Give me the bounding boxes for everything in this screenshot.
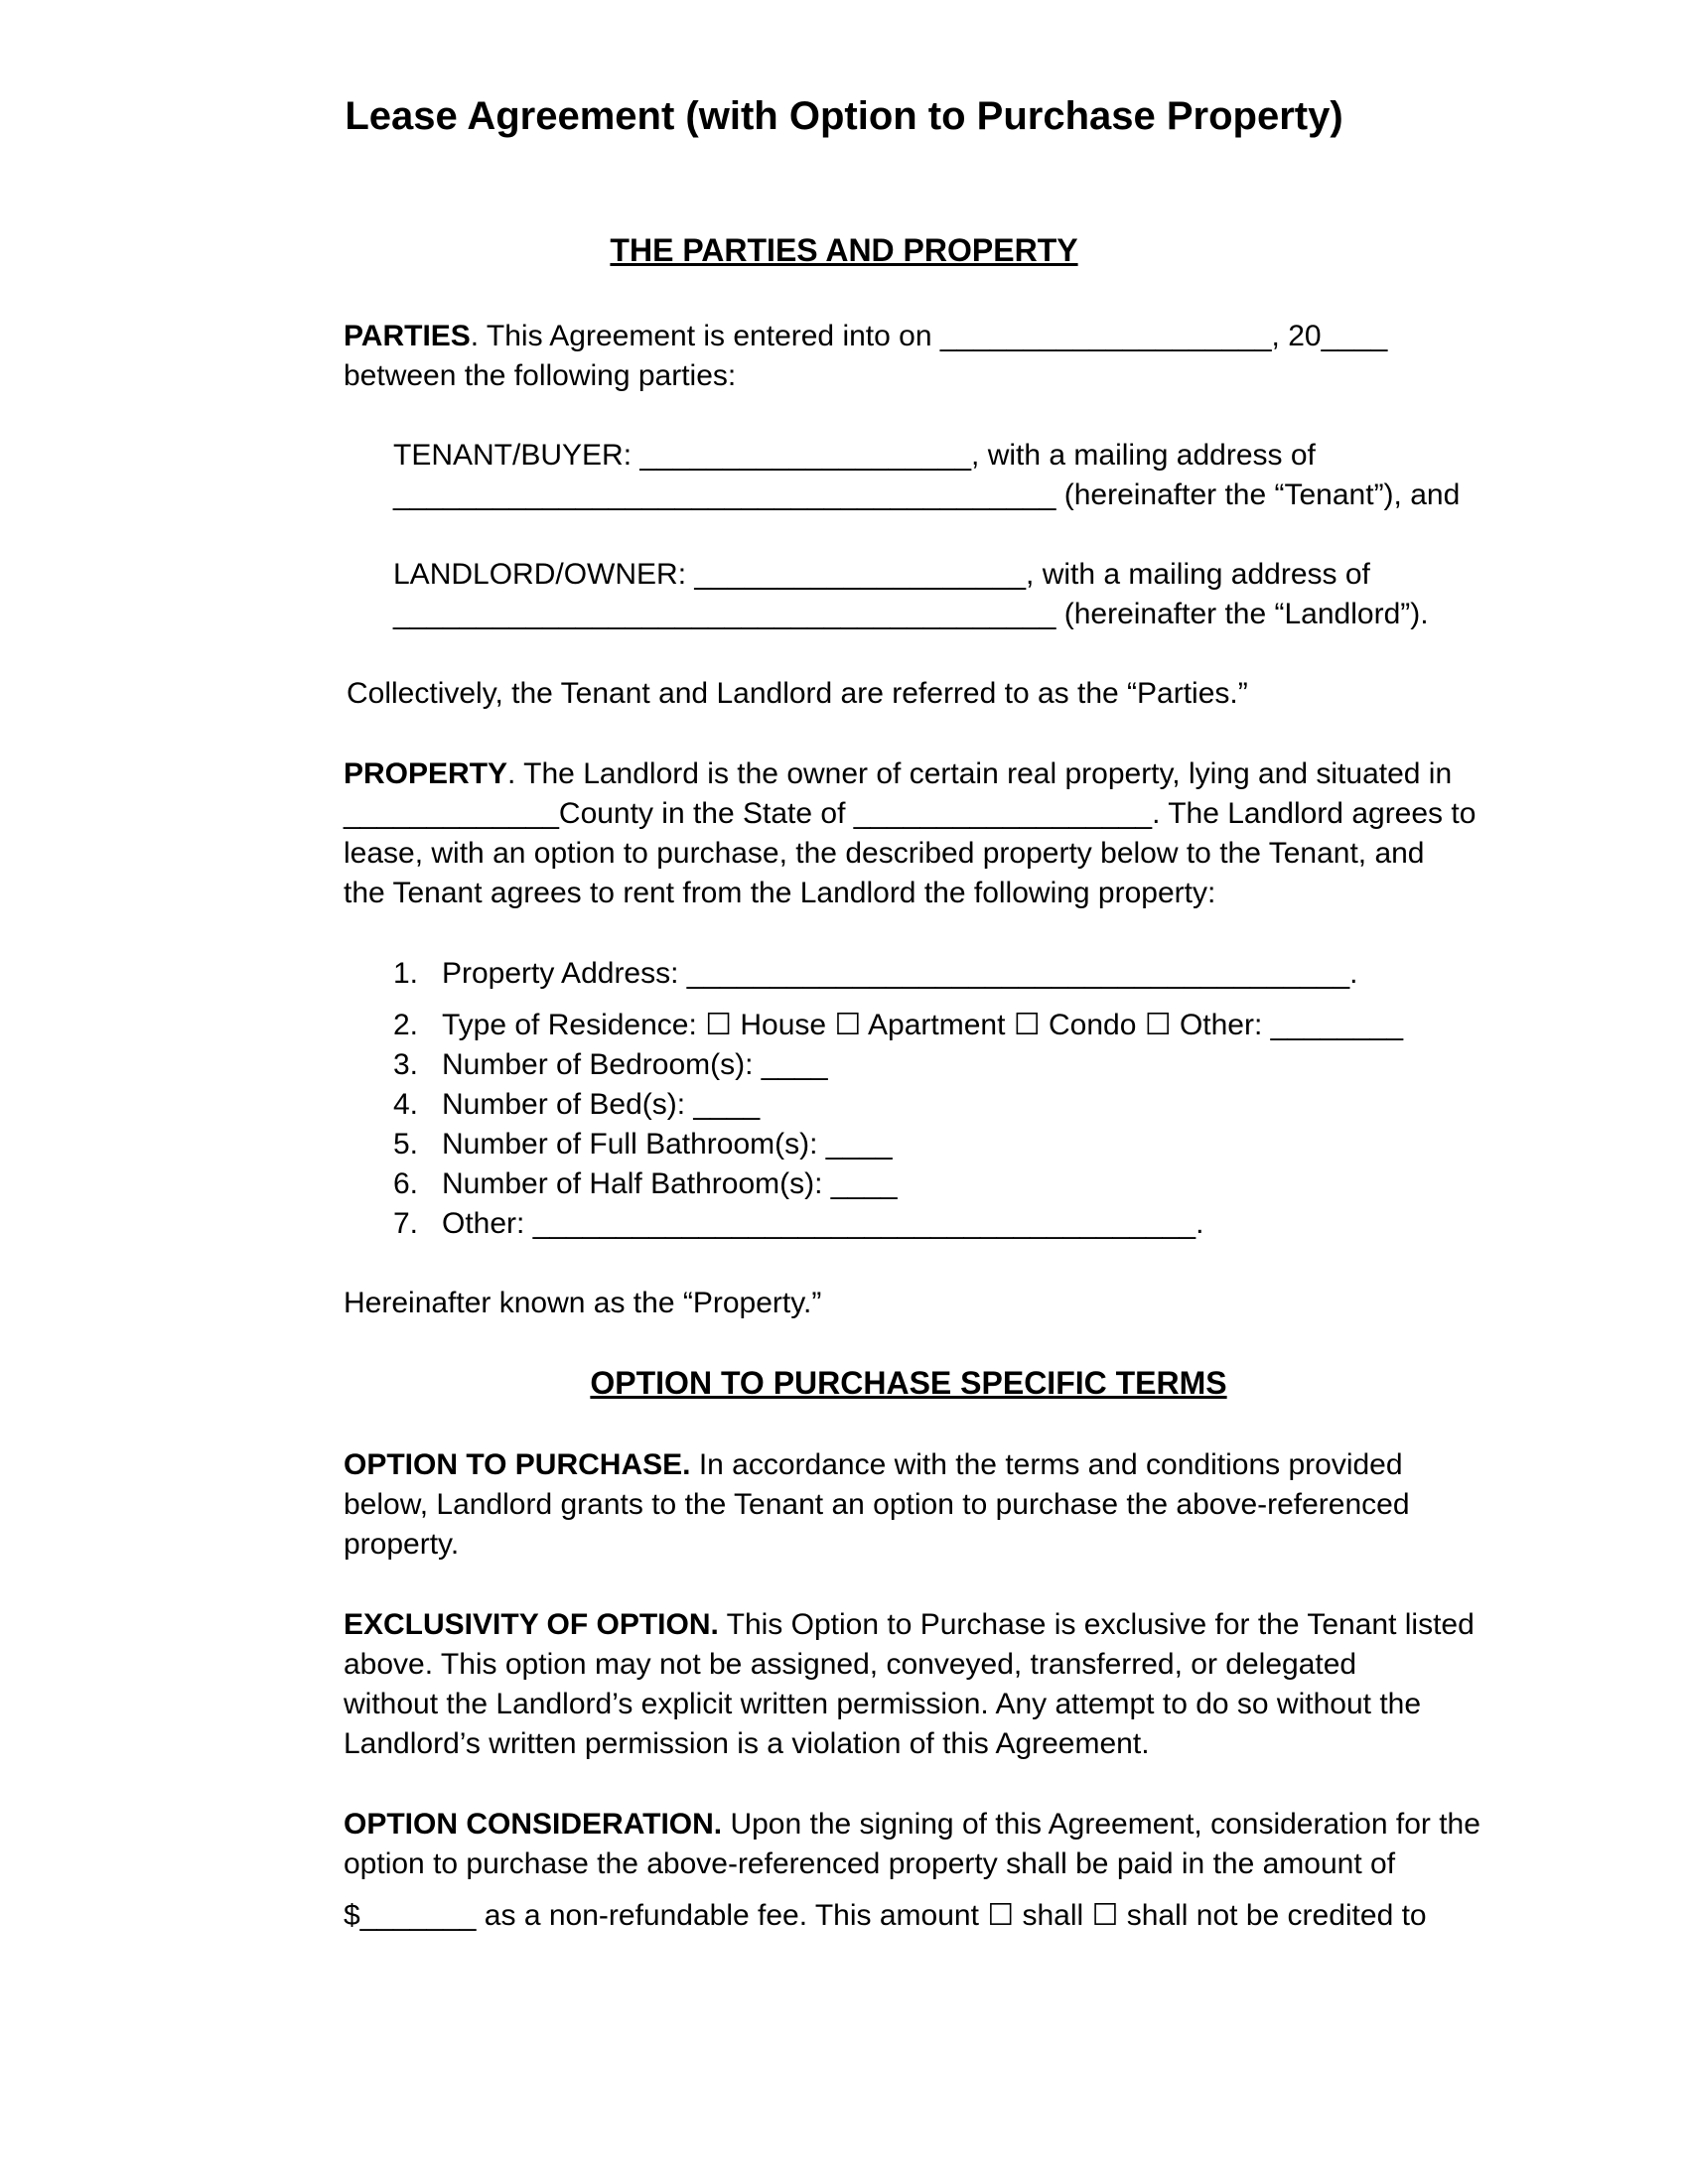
list-item-number: 3. <box>393 1048 419 1081</box>
exclusivity-text: This Option to Purchase is exclusive for the Tenant listed <box>718 1608 1475 1641</box>
option-line-3: property. <box>344 1528 460 1561</box>
section-heading-option-terms: OPTION TO PURCHASE SPECIFIC TERMS <box>590 1365 1227 1401</box>
option-line-2: below, Landlord grants to the Tenant an option to purchase the above-referenced <box>344 1488 1410 1521</box>
consideration-line-1 <box>344 1805 1480 1844</box>
consideration-line-3: $_______ as a non-refundable fee. This amount ☐ shall ☐ shall not be credited to <box>344 1899 1427 1932</box>
option-line-1 <box>344 1445 1403 1485</box>
property-line-3: lease, with an option to purchase, the described property below to the Tenant, and <box>344 837 1425 870</box>
document-title: Lease Agreement (with Option to Purchase Property) <box>345 94 1343 138</box>
landlord-line-1: LANDLORD/OWNER: ____________________, with a mailing address of <box>393 558 1370 591</box>
list-item-text: Type of Residence: ☐ House ☐ Apartment ☐ Condo ☐ Other: ________ <box>442 1009 1404 1041</box>
consideration-line-2: option to purchase the above-referenced property shall be paid in the amount of <box>344 1847 1396 1880</box>
list-item-number: 7. <box>393 1207 419 1240</box>
hereinafter-text: Hereinafter known as the “Property.” <box>344 1287 822 1319</box>
collectively-text: Collectively, the Tenant and Landlord are referred to as the “Parties.” <box>347 677 1248 710</box>
tenant-line-1: TENANT/BUYER: ____________________, with a mailing address of <box>393 439 1316 472</box>
list-item-text: Number of Full Bathroom(s): ____ <box>442 1128 893 1160</box>
list-item-number: 5. <box>393 1128 419 1160</box>
exclusivity-label: EXCLUSIVITY OF OPTION. <box>344 1608 719 1641</box>
exclusivity-line-1 <box>344 1605 1475 1645</box>
exclusivity-line-3: without the Landlord’s explicit written permission. Any attempt to do so without the <box>344 1688 1422 1720</box>
property-label: PROPERTY <box>344 757 508 790</box>
exclusivity-line-2: above. This option may not be assigned, conveyed, transferred, or delegated <box>344 1648 1357 1681</box>
property-line-4: the Tenant agrees to rent from the Landlord the following property: <box>344 877 1216 909</box>
exclusivity-line-4: Landlord’s written permission is a violation of this Agreement. <box>344 1727 1150 1760</box>
list-item <box>393 954 418 994</box>
list-item <box>393 1006 418 1045</box>
list-item-text: Number of Half Bathroom(s): ____ <box>442 1167 898 1200</box>
landlord-line-2: ________________________________________ (hereinafter the “Landlord”). <box>393 598 1429 630</box>
tenant-line-2: ________________________________________ (hereinafter the “Tenant”), and <box>393 478 1461 511</box>
parties-label: PARTIES <box>344 320 471 352</box>
list-item <box>393 1164 418 1204</box>
property-line-2: _____________County in the State of __________________. The Landlord agrees to <box>344 797 1477 830</box>
list-item-text: Property Address: ________________________________________. <box>442 957 1358 990</box>
list-item-text: Number of Bedroom(s): ____ <box>442 1048 828 1081</box>
consideration-label: OPTION CONSIDERATION. <box>344 1808 723 1841</box>
property-text: . The Landlord is the owner of certain real property, lying and situated in <box>507 757 1453 790</box>
parties-text: . This Agreement is entered into on ____________________, 20____ <box>470 320 1388 352</box>
list-item-number: 2. <box>393 1009 419 1041</box>
section-heading-parties-property: THE PARTIES AND PROPERTY <box>610 232 1078 268</box>
consideration-text: Upon the signing of this Agreement, consideration for the <box>722 1808 1480 1841</box>
option-text: In accordance with the terms and conditions provided <box>690 1448 1403 1481</box>
list-item-number: 4. <box>393 1088 419 1121</box>
parties-line-1 <box>344 317 1387 356</box>
property-line-1 <box>344 754 1452 794</box>
list-item-number: 6. <box>393 1167 419 1200</box>
list-item <box>393 1204 418 1244</box>
list-item-text: Number of Bed(s): ____ <box>442 1088 761 1121</box>
list-item-number: 1. <box>393 957 419 990</box>
parties-line-2: between the following parties: <box>344 359 737 392</box>
list-item <box>393 1085 418 1125</box>
list-item <box>393 1125 418 1164</box>
list-item-text: Other: ________________________________________. <box>442 1207 1204 1240</box>
list-item <box>393 1045 418 1085</box>
option-label: OPTION TO PURCHASE. <box>344 1448 691 1481</box>
